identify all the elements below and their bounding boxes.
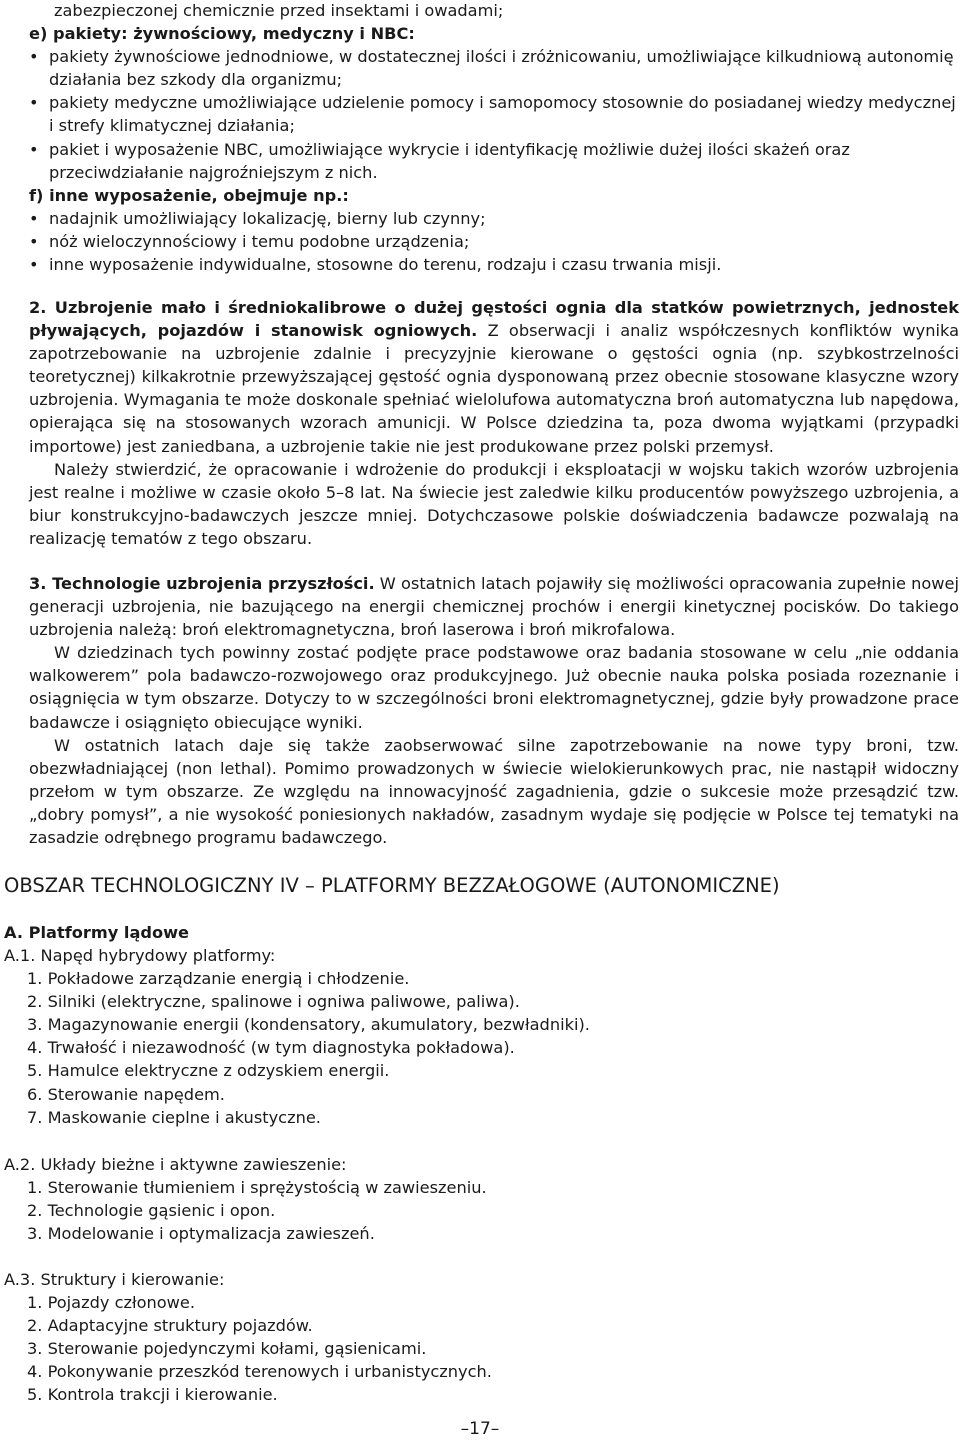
- a2-heading: A.2. Układy bieżne i aktywne zawieszenie:: [4, 1155, 347, 1174]
- subsection-e-list: [29, 45, 959, 184]
- subsection-f-list: [29, 207, 959, 276]
- subsection-f-heading: f) inne wyposażenie, obejmuje np.:: [29, 185, 349, 205]
- section-2-paragraph-2: Należy stwierdzić, że opracowanie i wdrożenie do produkcji i eksploatacji w wojsku takich wzorów uzbrojenia jest realne i możliwe w czasie około 5–8 lat. Na świecie jest zaledwie kilku producentów powyższego uzbrojenia, a biur konstrukcyjno-badawczych jeszcze mniej. Dotychczasowe polskie doświadczenia badawcze pozwalają na realizację tematów z tego obszaru.: [29, 459, 959, 548]
- list-item: 7. Maskowanie cieplne i akustyczne.: [27, 1107, 321, 1127]
- platforms-heading: A. Platformy lądowe: [4, 923, 190, 942]
- list-item: 4. Pokonywanie przeszkód terenowych i urbanistycznych.: [27, 1362, 492, 1382]
- list-item: • nóż wieloczynnościowy i temu podobne urządzenia;: [29, 230, 959, 253]
- list-item: • pakiety medyczne umożliwiające udzielenie pomocy i samopomocy stosownie do posiadanej wiedzy medycznej i strefy klimatycznej działania;: [29, 91, 959, 137]
- section-3-heading: 3. Technologie uzbrojenia przyszłości.: [29, 574, 375, 593]
- section-3-paragraph-3: W ostatnich latach daje się także zaobserwować silne zapotrzebowanie na nowe typy broni, tzw. obezwładniającej (non lethal). Pomimo prowadzonych w świecie wielokierunkowych prac, nie nastąpił widoczny przełom w tym obszarze. Ze względu na innowacyjność zagadnienia, gdzie o sukcesie może przesądzić tzw. „dobry pomysł”, a nie wysokość poniesionych nakładów, zasadnym wydaje się podjęcie w Polsce tej tematyki na zasadzie odrębnego programu badawczego.: [29, 735, 959, 848]
- page-number: –17–: [460, 1419, 500, 1439]
- list-item: 2. Technologie gąsienic i opon.: [27, 1201, 276, 1221]
- list-item: 3. Sterowanie pojedynczymi kołami, gąsienicami.: [27, 1339, 427, 1359]
- subsection-e-heading: e) pakiety: żywnościowy, medyczny i NBC:: [29, 24, 415, 44]
- section-3-paragraph-1: 3. Technologie uzbrojenia przyszłości. W ostatnich latach pojawiły się możliwości opracowania zupełnie nowej generacji uzbrojenia, nie bazującego na energii chemicznej prochów i energii kinetycznej pocisków. Do takiego uzbrojenia należą: broń elektromagnetyczna, broń laserowa i broń mikrofalowa.: [29, 574, 959, 640]
- equipment-list-section: [29, 0, 959, 276]
- a1-block: [4, 944, 954, 1129]
- list-item: 1. Pojazdy członowe.: [27, 1293, 196, 1313]
- list-item: 5. Hamulce elektryczne z odzyskiem energii.: [27, 1061, 390, 1081]
- list-item: 2. Adaptacyjne struktury pojazdów.: [27, 1316, 313, 1336]
- list-item: • inne wyposażenie indywidualne, stosowne do terenu, rodzaju i czasu trwania misji.: [29, 253, 959, 276]
- a1-list: [4, 967, 954, 1129]
- list-item: 3. Magazynowanie energii (kondensatory, akumulatory, bezwładniki).: [27, 1015, 590, 1035]
- a1-heading: A.1. Napęd hybrydowy platformy:: [4, 946, 276, 965]
- a3-list: [4, 1291, 954, 1406]
- list-item: • pakiety żywnościowe jednodniowe, w dostatecznej ilości i zróżnicowaniu, umożliwiające kilkudniową autonomię działania bez szkody dla organizmu;: [29, 45, 959, 91]
- a2-block: [4, 1153, 954, 1245]
- list-item: 1. Pokładowe zarządzanie energią i chłodzenie.: [27, 969, 410, 989]
- section-3-paragraph-2: W dziedzinach tych powinny zostać podjęte prace podstawowe oraz badania stosowane w celu „nie oddania walkowerem” pola badawczo-rozwojowego oraz produkcyjnego. Już obecnie nauka polska posiada rozeznanie i osiągnięcia w tym obszarze. Dotyczy to w szczególności broni elektromagnetycznej, gdzie były prowadzone prace badawcze i osiągnięto obiecujące wyniki.: [29, 643, 959, 732]
- a3-heading: A.3. Struktury i kierowanie:: [4, 1270, 225, 1289]
- a3-block: [4, 1268, 954, 1407]
- area-title: OBSZAR TECHNOLOGICZNY IV – PLATFORMY BEZZAŁOGOWE (AUTONOMICZNE): [4, 874, 780, 897]
- list-item: 2. Silniki (elektryczne, spalinowe i ogniwa paliwowe, paliwa).: [27, 992, 520, 1012]
- list-item: 4. Trwałość i niezawodność (w tym diagnostyka pokładowa).: [27, 1038, 515, 1058]
- section-2-paragraph-1: 2. Uzbrojenie mało i średniokalibrowe o dużej gęstości ognia dla statków powietrznych, jednostek pływających, pojazdów i stanowisk ogniowych. Z obserwacji i analiz współczesnych konfliktów wynika zapotrzebowanie na uzbrojenie zdalnie i precyzyjnie kierowane o gęstości ognia (np. szybkostrzelności teoretycznej) kilkakrotnie przewyższającej gęstość ognia dysponowaną przez obecnie stosowane klasyczne wzory uzbrojenia. Wymagania te może doskonale spełniać wielolufowa automatyczna broń automatyczna lub napędowa, opierająca się na stosowanych wzorach amunicji. W Polsce dziedzina ta, poza dwoma wyjątkami (przypadki importowe) jest zaniedbana, a uzbrojenie takie nie jest produkowane przez polski przemysł.: [29, 298, 959, 456]
- list-item: 5. Kontrola trakcji i kierowanie.: [27, 1385, 278, 1405]
- continuation-line: zabezpieczonej chemicznie przed insektami i owadami;: [54, 1, 504, 20]
- a2-list: [4, 1176, 954, 1245]
- section-3: [29, 572, 959, 849]
- list-item: 3. Modelowanie i optymalizacja zawieszeń.: [27, 1224, 375, 1244]
- section-2-heading: 2. Uzbrojenie mało i średniokalibrowe o dużej gęstości ognia dla statków powietrznych, jednostek pływających, pojazdów i stanowisk ogniowych.: [29, 298, 959, 341]
- list-item: 1. Sterowanie tłumieniem i sprężystością w zawieszeniu.: [27, 1178, 487, 1198]
- list-item: • nadajnik umożliwiający lokalizację, bierny lub czynny;: [29, 207, 959, 230]
- list-item: • pakiet i wyposażenie NBC, umożliwiające wykrycie i identyfikację możliwie dużej ilości skażeń oraz przeciwdziałanie najgroźniejszym z nich.: [29, 138, 959, 184]
- section-2: [29, 296, 959, 550]
- list-item: 6. Sterowanie napędem.: [27, 1084, 225, 1104]
